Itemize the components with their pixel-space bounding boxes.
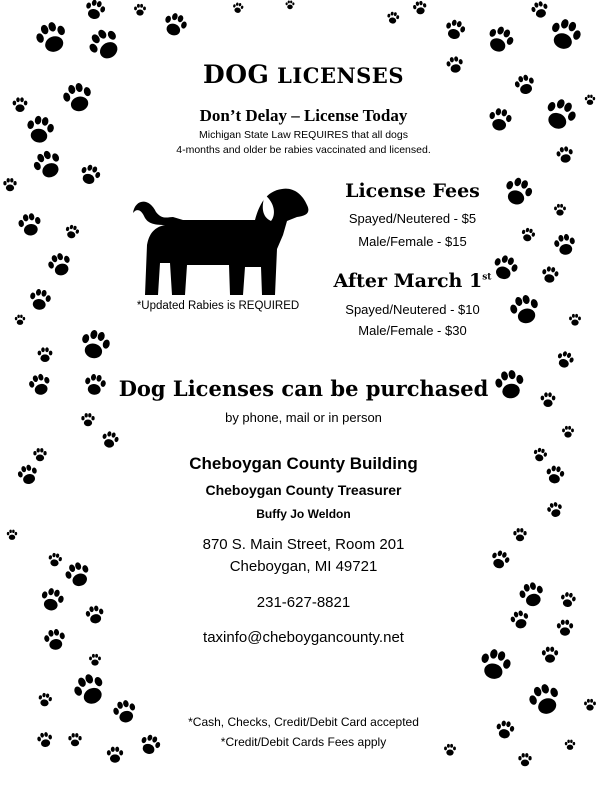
paw-print-icon [439,14,471,46]
paw-print-icon [477,17,522,62]
late-fee-male-female: Male/Female - $30 [358,323,467,338]
law-notice-line1: Michigan State Law REQUIRES that all dogs [199,129,408,141]
paw-print-icon [156,6,194,44]
paw-print-icon [552,202,568,218]
paw-print-icon [560,424,576,440]
law-notice-line2: 4-months and older be rabies vaccinated and licensed. [176,144,431,156]
paw-print-icon [284,0,296,11]
payment-note-accepted: *Cash, Checks, Credit/Debit Card accepted [188,715,419,729]
paw-print-icon [61,221,83,243]
paw-print-icon [35,690,56,711]
paw-print-icon [551,346,579,374]
rabies-note: *Updated Rabies is REQUIRED [136,300,300,312]
tagline: Don’t Delay – License Today [199,106,408,125]
paw-print-icon [132,2,148,18]
paw-print-icon [502,287,549,334]
paw-print-icon [41,246,79,284]
paw-print-icon [549,229,581,261]
paw-print-icon [35,345,55,365]
address-line2: Cheboygan, MI 49721 [229,558,378,575]
paw-print-icon [13,313,27,327]
dog-silhouette-icon [125,183,310,298]
fee-male-female: Male/Female - $15 [358,234,467,249]
paw-print-icon [410,0,431,18]
paw-print-icon [583,93,597,107]
paw-print-icon [517,224,539,246]
purchase-heading: Dog Licenses can be purchased [118,376,489,401]
paw-print-icon [24,284,56,316]
late-fee-spayed-neutered: Spayed/Neutered - $10 [345,302,480,317]
fee-spayed-neutered: Spayed/Neutered - $5 [348,211,477,226]
paw-print-icon [567,312,583,328]
after-march-heading: After March 1st [333,270,492,292]
paw-print-icon [495,169,541,215]
paw-print-icon [471,641,520,690]
phone-number: 231-627-8821 [256,594,351,611]
paw-print-icon [539,644,561,666]
purchase-subtitle: by phone, mail or in person [225,410,382,425]
paw-print-icon [1,176,19,194]
address-line1: 870 S. Main Street, Room 201 [202,536,405,553]
page-title: DOG LICENSES [203,60,404,89]
paw-print-icon [72,322,119,369]
paw-print-icon [97,427,124,454]
paw-print-icon [537,262,562,287]
office-name: Cheboygan County Treasurer [205,482,402,498]
payment-note-fees: *Credit/Debit Cards Fees apply [220,735,387,749]
paw-print-icon [73,158,106,191]
paw-print-icon [230,0,246,16]
contact-person: Buffy Jo Weldon [256,507,351,521]
paw-print-icon [384,9,403,28]
license-fees-heading: License Fees [345,180,480,202]
building-name: Cheboygan County Building [189,454,418,473]
paw-print-icon [582,697,598,713]
paw-print-icon [26,12,77,63]
email-address: taxinfo@cheboygancounty.net [203,629,404,646]
paw-print-icon [516,751,534,769]
paw-print-icon [13,208,48,243]
